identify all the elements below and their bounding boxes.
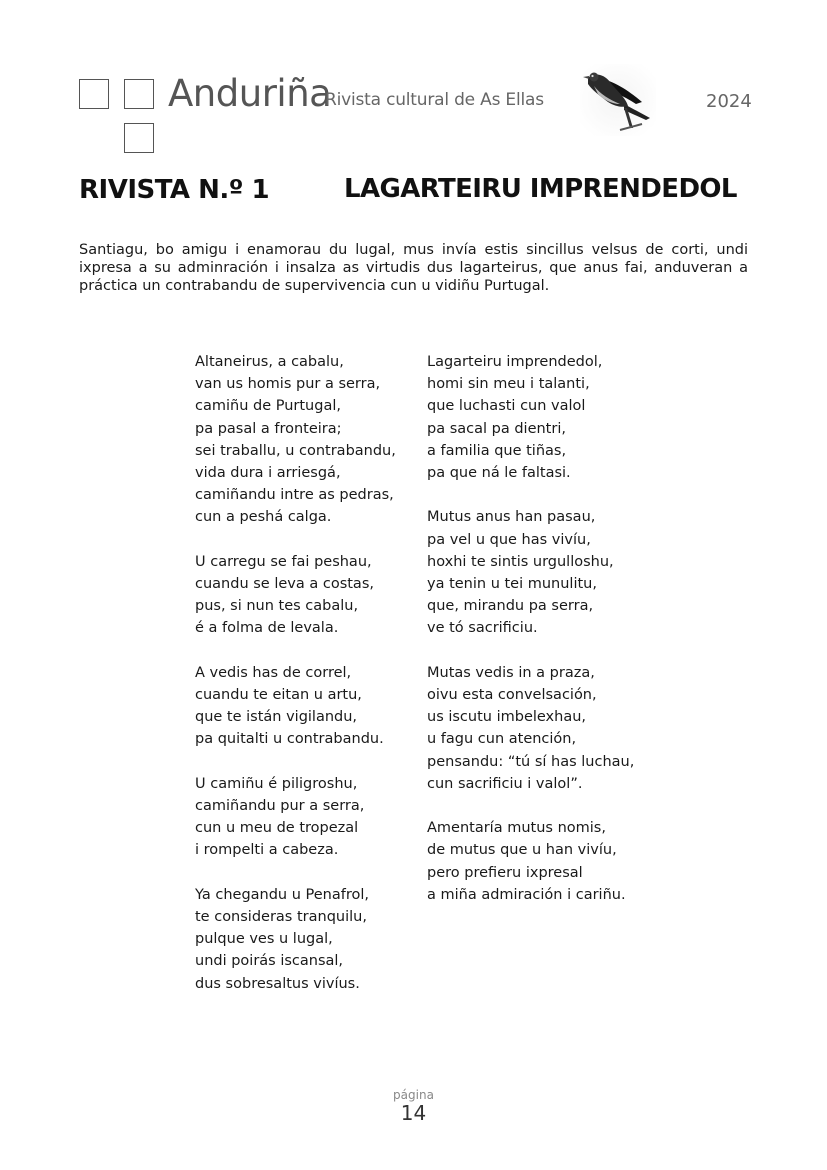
poem-line: undi poirás iscansal, (195, 953, 344, 970)
decorative-square (124, 123, 154, 153)
poem-line: pulque ves u lugal, (195, 931, 333, 948)
poem-line: pus, si nun tes cabalu, (195, 598, 359, 615)
poem-column-right (427, 351, 667, 928)
poem-line: que luchasti cun valol (427, 398, 586, 415)
poem-stanza (427, 662, 667, 795)
poem-line: A vedis has de correl, (195, 664, 352, 681)
poem-stanza (427, 351, 667, 484)
poem-line: i rompelti a cabeza. (195, 842, 339, 859)
poem-line: Ya chegandu u Penafrol, (195, 886, 369, 903)
magazine-tagline: Rivista cultural de As Ellas (325, 90, 544, 110)
poem-line: cuandu te eitan u artu, (195, 687, 362, 704)
poem-line: U carregu se fai peshau, (195, 553, 372, 570)
intro-paragraph: Santiagu, bo amigu i enamorau du lugal, mus invía estis sincillus velsus de corti, undi ixpresa a su adminración i insalza as virtudis dus lagarteirus, que anus fai, anduveran a práctica un contrabandu de supervivencia cun u vidiñu Purtugal. (79, 242, 748, 294)
publication-year: 2024 (706, 91, 752, 112)
poem-line: oivu esta convelsación, (427, 687, 597, 704)
poem-line: pa pasal a fronteira; (195, 420, 342, 437)
article-title: LAGARTEIRU IMPRENDEDOL (344, 174, 737, 204)
poem-line: cun a peshá calga. (195, 509, 332, 526)
swallow-bird-icon (580, 64, 656, 136)
poem-line: homi sin meu i talanti, (427, 376, 590, 393)
poem-line: cun u meu de tropezal (195, 820, 359, 837)
poem-line: que, mirandu pa serra, (427, 598, 594, 615)
poem-line: ve tó sacrificiu. (427, 620, 538, 637)
poem-line: hoxhi te sintis urgulloshu, (427, 553, 614, 570)
poem-line: de mutus que u han vivíu, (427, 842, 617, 859)
page-label: página (393, 1088, 434, 1102)
poem-line: vida dura i arriesgá, (195, 465, 341, 482)
poem-line: dus sobresaltus vivíus. (195, 975, 360, 992)
poem-line: camiñu de Purtugal, (195, 398, 341, 415)
poem-line: U camiñu é piligroshu, (195, 775, 358, 792)
page-number: 14 (400, 1101, 427, 1125)
poem-stanza (195, 351, 410, 529)
poem-stanza (195, 773, 410, 862)
poem-stanza (195, 551, 410, 640)
poem-line: sei traballu, u contrabandu, (195, 442, 396, 459)
poem-line: pensandu: “tú sí has luchau, (427, 753, 635, 770)
poem-line: pa que ná le faltasi. (427, 465, 571, 482)
decorative-square (124, 79, 154, 109)
poem-line: Mutus anus han pasau, (427, 509, 596, 526)
poem-line: a familia que tiñas, (427, 442, 567, 459)
poem-line: cun sacrificiu i valol”. (427, 775, 583, 792)
poem-line: cuandu se leva a costas, (195, 576, 374, 593)
poem-stanza (195, 662, 410, 751)
poem-stanza (427, 506, 667, 639)
magazine-brand: Anduriña (168, 72, 332, 115)
poem-line: Mutas vedis in a praza, (427, 664, 595, 681)
poem-line: Amentaría mutus nomis, (427, 820, 606, 837)
poem-line: Altaneirus, a cabalu, (195, 354, 344, 370)
poem-line: camiñandu intre as pedras, (195, 487, 394, 504)
poem-line: ya tenin u tei munulitu, (427, 576, 597, 593)
poem-stanza (427, 817, 667, 906)
poem-line: é a folma de levala. (195, 620, 339, 637)
poem-line: Lagarteiru imprendedol, (427, 354, 603, 370)
poem-line: u fagu cun atención, (427, 731, 577, 748)
poem-stanza (195, 884, 410, 995)
issue-number: RIVISTA N.º 1 (79, 175, 270, 205)
poem-line: van us homis pur a serra, (195, 376, 381, 393)
poem-line: te consideras tranquilu, (195, 909, 367, 926)
poem-column-left (195, 351, 410, 1017)
poem-line: que te istán vigilandu, (195, 709, 358, 726)
poem-line: pa vel u que has vivíu, (427, 531, 591, 548)
poem-line: pa quitalti u contrabandu. (195, 731, 384, 748)
poem-line: us iscutu imbelexhau, (427, 709, 587, 726)
poem-line: a miña admiración i cariñu. (427, 886, 626, 903)
poem-line: pero prefieru ixpresal (427, 864, 583, 881)
poem-line: camiñandu pur a serra, (195, 798, 365, 815)
article-intro (79, 241, 748, 295)
poem-line: pa sacal pa dientri, (427, 420, 566, 437)
decorative-square (79, 79, 109, 109)
